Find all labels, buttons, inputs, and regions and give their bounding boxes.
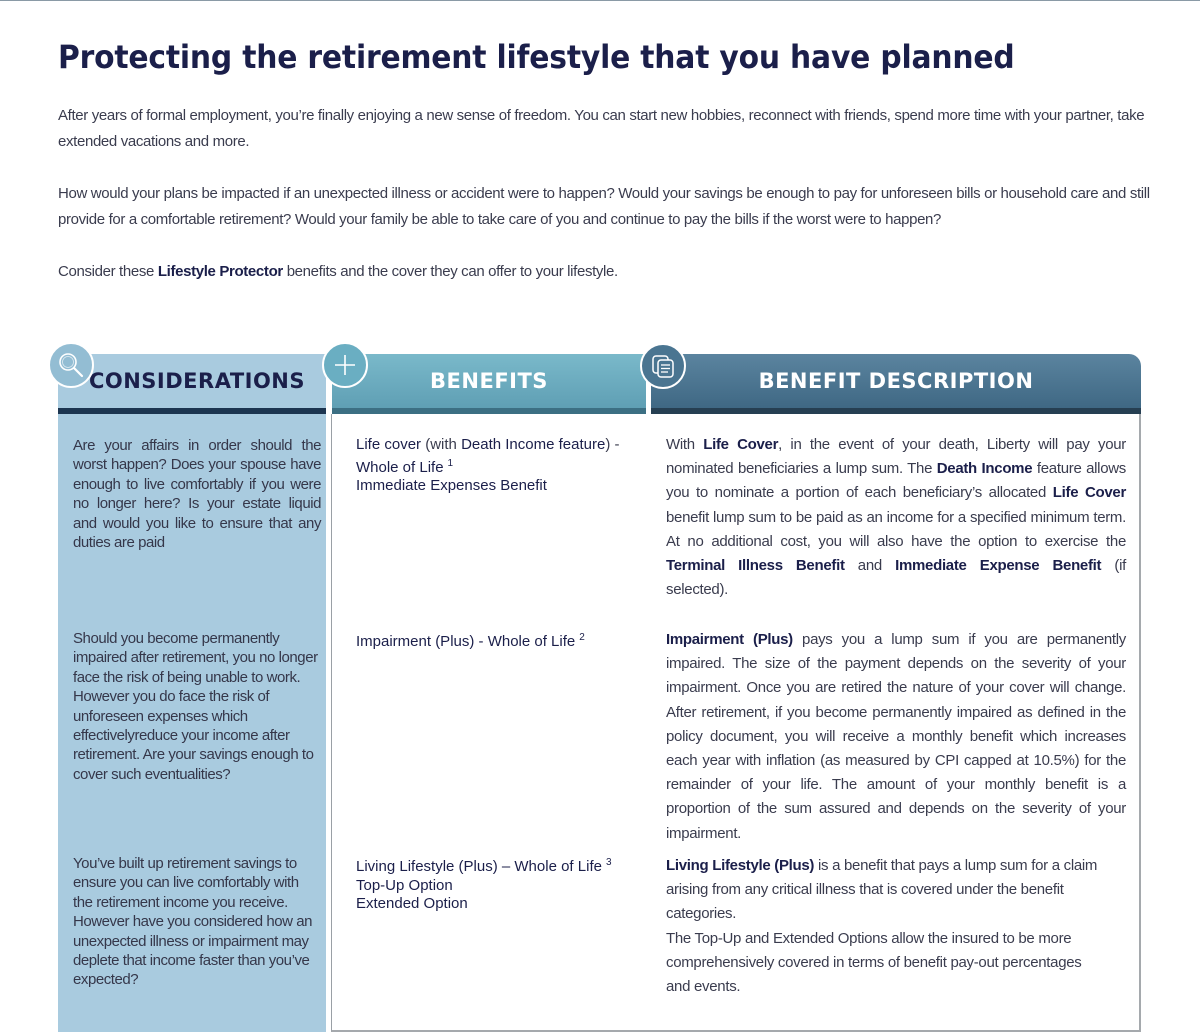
header-underline [332,408,646,414]
magnifier-icon [48,342,94,388]
benefit-title: Impairment (Plus) - Whole of Life [356,633,576,650]
term: Death Income [936,460,1033,478]
intro-paragraph [58,259,1158,285]
intro-paragraph: After years of formal employment, you’re finally enjoying a new sense of freedom. You can start new hobbies, reconnect with friends, spend more time with your partner, take extended vacations and more. [58,107,1145,150]
header-underline [651,408,1141,414]
benefit-name [356,854,641,914]
text: (with [421,436,462,453]
term: Life Cover [1052,484,1126,502]
header-considerations [58,354,326,408]
text: (if selected). [666,557,1126,599]
benefit-name [356,436,641,496]
text: Consider these [58,263,158,280]
header-underline [58,408,326,414]
benefit-description: The Top-Up and Extended Options allow the insured to be more comprehensively covered in terms of benefit pay-out percentages and events. [666,930,1082,996]
benefit-description [666,854,1126,927]
page-title: Protecting the retirement lifestyle that you have planned [58,38,1015,76]
term: Terminal Illness Benefit [666,557,845,575]
benefit-term: Whole of Life [356,458,444,476]
benefit-title: Living Lifestyle (Plus) – Whole of Life [356,858,602,875]
term: Living Lifestyle (Plus) [666,857,815,874]
footnote-marker: 1 [447,457,454,469]
consideration-text: You’ve built up retirement savings to ensure you can live comfortably with the retirement income you receive. However have you considered how an unexpected illness or impairment may deplete that income faster than you’ve expected? [73,855,313,989]
top-divider [0,0,1200,1]
benefit-description [666,628,1126,846]
text: benefit lump sum to be paid as an income for a specified minimum term. At no additional cost, you will also have the option to exercise the [666,508,1126,550]
text: With [666,436,704,453]
text: feature allows you to nominate a portion of each beneficiary’s allocated [666,460,1126,502]
benefit-option: Extended Option [356,895,468,912]
benefit-feature: Death Income feature [461,436,606,453]
header-benefits [332,354,646,408]
header-label: BENEFIT DESCRIPTION [758,369,1034,393]
intro-paragraph: How would your plans be impacted if an unexpected illness or accident were to happen? Would your savings be enough to pay for unforeseen bills or household care and still provide for a comfortable retirement? Would your family be able to take care of you and continue to pay the bills if the worst were to happen? [58,185,1150,228]
plus-icon [322,342,368,388]
consideration-text: Should you become permanently impaired after retirement, you no longer face the risk of being unable to work. However you do face the risk of unforeseen expenses which effectivelyreduce your income after retirement. Are your savings enough to cover such eventualities? [73,630,318,783]
product-name: Lifestyle Protector [157,263,283,280]
term: Impairment (Plus) [666,631,793,648]
text: benefits and the cover they can offer to your lifestyle. [282,263,618,280]
text: and [844,557,896,575]
header-label: CONSIDERATIONS [88,369,306,393]
text: is a benefit that pays a lump sum for a claim arising from any critical illness that is covered under the benefit categories. [666,857,1098,923]
text: ) - [605,436,620,453]
benefit-title: Life cover [356,436,422,453]
header-label: BENEFITS [430,369,548,393]
text: pays you a lump sum if you are permanently impaired. The size of the payment depends on the severity of your impairment. Once you are retired the nature of your cover will change. After retirement, if you become permanently impaired as defined in the policy document, you will receive a monthly benefit which increases each year with inflation (as measured by CPI capped at 10.5%) for the remainder of your life. The amount of your monthly benefit is a proportion of the sum assured and depends on the severity of your impairment. [666,631,1126,842]
footnote-marker: 2 [579,632,585,643]
documents-icon [640,343,686,389]
benefit-option: Top-Up Option [356,876,453,894]
header-benefit-description [651,354,1141,408]
benefit-title: Immediate Expenses Benefit [356,477,547,494]
footnote-marker: 3 [605,857,612,868]
term: Immediate Expense Benefit [895,557,1102,575]
benefit-description [666,433,1126,602]
text: , in the event of your death, Liberty will pay your nominated beneficiaries a lump sum. The [666,436,1126,478]
consideration-text: Are your affairs in order should the worst happen? Does your spouse have enough to live comfortably if you were no longer here? Is your estate liquid and would you like to ensure that any duties are paid [73,437,321,552]
term: Life Cover [703,436,779,453]
benefit-name [356,629,641,652]
